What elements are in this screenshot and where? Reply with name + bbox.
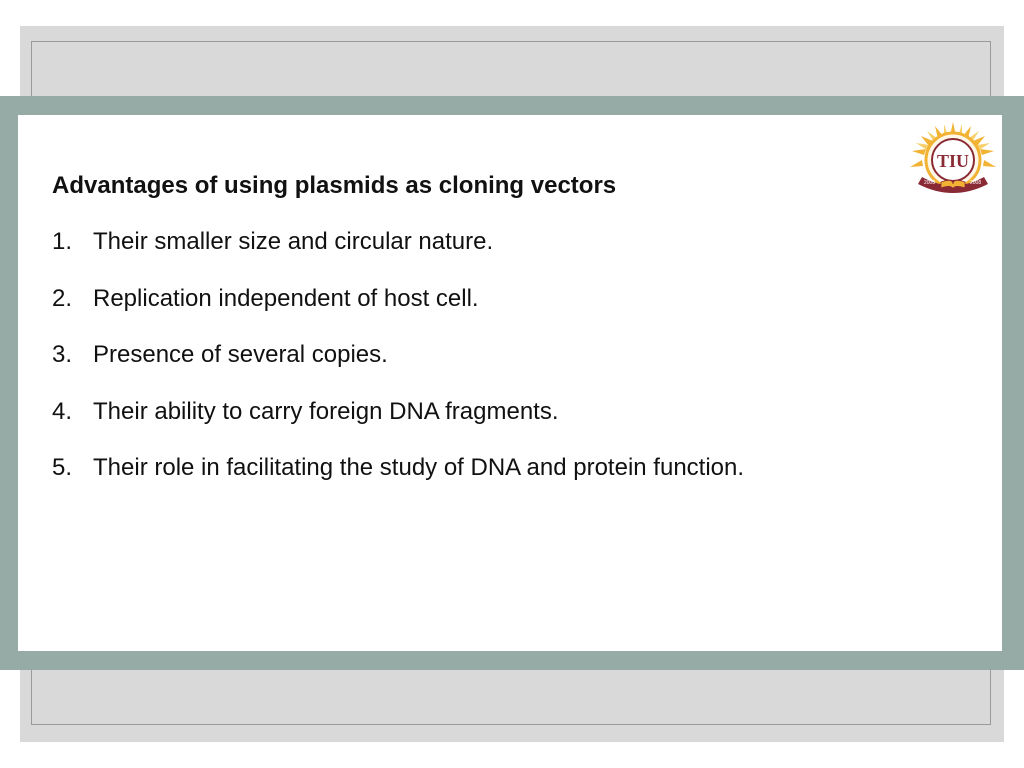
list-text: Presence of several copies.: [93, 341, 388, 368]
list-number: 2.: [52, 284, 73, 312]
slide-heading: Advantages of using plasmids as cloning vectors: [52, 172, 617, 199]
list-item: [52, 452, 744, 509]
list-text: Their role in facilitating the study of DNA and protein function.: [93, 454, 745, 481]
list-text: Their smaller size and circular nature.: [93, 228, 494, 255]
list-number: 4.: [52, 397, 73, 425]
logo-year-right: 2008: [970, 180, 982, 186]
list-text: Replication independent of host cell.: [93, 284, 479, 312]
logo-letters: TIU: [936, 151, 970, 171]
logo-year-left: 2008: [924, 180, 936, 186]
list-item: [52, 396, 744, 453]
list-item: [52, 226, 744, 283]
list-item: [52, 339, 744, 396]
list-item: [52, 283, 744, 340]
list-text: Their ability to carry foreign DNA fragments.: [93, 397, 559, 425]
list-number: 3.: [52, 341, 73, 368]
list-number: 5.: [52, 454, 73, 481]
advantages-list: [52, 226, 744, 509]
university-logo-icon: [908, 122, 998, 198]
list-number: 1.: [52, 228, 73, 255]
